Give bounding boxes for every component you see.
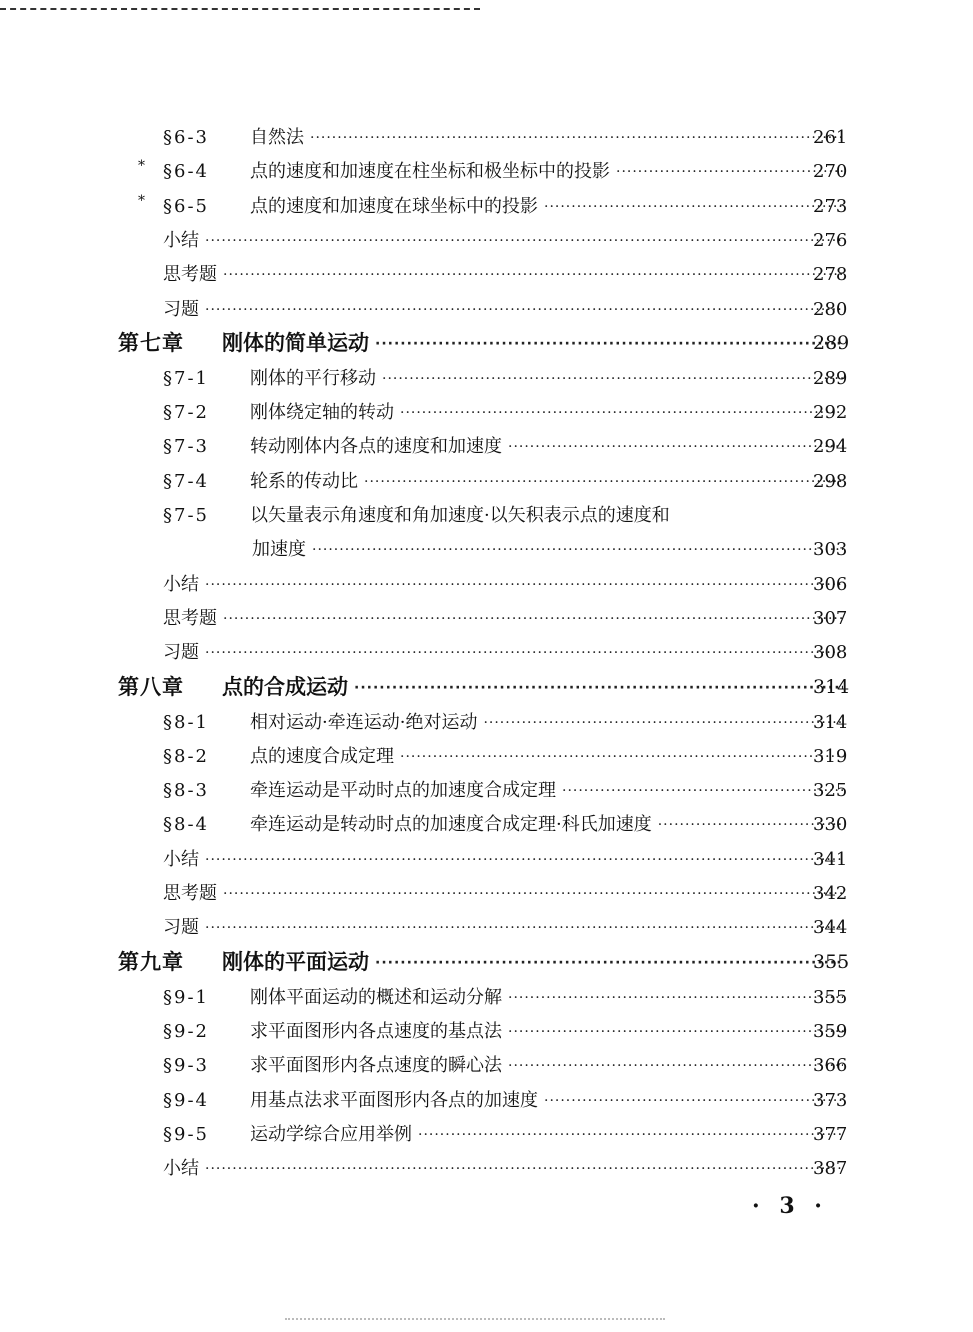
entry-title-area — [250, 816, 849, 834]
leader-dots — [205, 303, 843, 317]
optional-marker: * — [138, 158, 145, 175]
page-ref: 319 — [813, 745, 848, 767]
page-ref: 270 — [813, 161, 848, 183]
toc-chapter-row — [0, 327, 973, 361]
entry-title-area — [250, 1089, 849, 1111]
leader-dots — [544, 200, 843, 214]
toc-entry-row — [0, 190, 973, 224]
entry-title: 转动刚体内各点的速度和加速度 — [250, 436, 502, 458]
page-ref: 377 — [813, 1123, 848, 1145]
entry-title-area — [163, 607, 849, 629]
entry-title: 求平面图形内各点速度的基点法 — [250, 1020, 502, 1042]
leader-dots — [223, 268, 843, 282]
leader-dots — [508, 1059, 843, 1073]
chapter-number: 第九章 — [118, 950, 184, 975]
page-ref: 306 — [813, 573, 848, 595]
section-number: §7-2 — [163, 402, 209, 424]
section-number: §8-3 — [163, 780, 209, 802]
leader-dots — [205, 578, 843, 592]
page-ref: 289 — [813, 367, 848, 389]
entry-title: 以矢量表示角速度和角加速度·以矢积表示点的速度和 — [250, 505, 670, 526]
toc-entry-row — [0, 774, 973, 808]
entry-title-area — [252, 541, 849, 559]
leader-dots — [616, 165, 843, 179]
toc-entry-row — [0, 1015, 973, 1049]
page-ref: 344 — [813, 917, 848, 939]
toc-entry-row — [0, 533, 973, 567]
section-number: §6-5 — [163, 195, 209, 217]
leader-dots — [364, 475, 843, 489]
entry-title: 相对运动·牵连运动·绝对运动 — [250, 711, 478, 733]
section-number: §8-1 — [163, 711, 209, 733]
leader-dots — [354, 681, 843, 695]
leader-dots — [508, 440, 843, 454]
page-ref: 278 — [813, 264, 848, 286]
entry-title: 刚体的平行移动 — [250, 367, 376, 389]
page-ref: 314 — [813, 676, 850, 698]
entry-title: 小结 — [163, 1158, 199, 1180]
entry-title-area — [250, 745, 849, 767]
leader-dots — [418, 1128, 843, 1142]
leader-dots — [205, 921, 843, 935]
entry-title: 小结 — [163, 848, 199, 870]
page-ref: 355 — [813, 986, 848, 1008]
entry-title: 思考题 — [163, 883, 217, 904]
entry-title-area — [163, 298, 849, 320]
toc-entry-row — [0, 155, 973, 189]
entry-title-area — [250, 507, 849, 525]
toc-entry-row — [0, 396, 973, 430]
page-ref: 373 — [813, 1089, 848, 1111]
leader-dots — [375, 337, 843, 351]
toc-entry-row — [0, 843, 973, 877]
entry-title-area — [163, 573, 849, 595]
entry-title: 自然法 — [250, 127, 304, 148]
leader-dots — [544, 1094, 843, 1108]
toc-entry-row — [0, 430, 973, 464]
entry-title: 用基点法求平面图形内各点的加速度 — [250, 1089, 538, 1111]
entry-title-area — [250, 163, 849, 181]
section-number: §9-2 — [163, 1020, 209, 1042]
leader-dots — [310, 131, 843, 145]
page-ref: 330 — [813, 814, 848, 836]
toc-entry-row — [0, 499, 973, 533]
entry-title-area — [163, 1160, 849, 1178]
toc-entry-row — [0, 1118, 973, 1152]
entry-title-area — [250, 782, 849, 800]
leader-dots — [223, 887, 843, 901]
page-ref: 276 — [813, 229, 848, 251]
entry-title: 点的速度和加速度在柱坐标和极坐标中的投影 — [250, 161, 610, 183]
toc-entry-row — [0, 808, 973, 842]
leader-dots — [375, 956, 843, 970]
entry-title-area — [250, 1057, 849, 1075]
toc-entry-row — [0, 293, 973, 327]
leader-dots — [205, 1162, 843, 1176]
toc-entry-row — [0, 877, 973, 911]
entry-title: 习题 — [163, 917, 199, 939]
chapter-number: 第七章 — [118, 331, 184, 356]
leader-dots — [312, 543, 843, 557]
toc-entry-row — [0, 121, 973, 155]
leader-dots — [205, 646, 843, 660]
entry-title: 轮系的传动比 — [250, 470, 358, 492]
leader-dots — [205, 234, 843, 248]
chapter-title: 刚体的平面运动 — [222, 950, 369, 975]
page-ref: 303 — [813, 539, 848, 561]
toc-entry-row — [0, 911, 973, 945]
page-ref: 294 — [813, 436, 848, 458]
toc-entry-row — [0, 362, 973, 396]
section-number: §8-2 — [163, 745, 209, 767]
page-ref: 298 — [813, 470, 848, 492]
section-number: §7-3 — [163, 436, 209, 458]
entry-title: 思考题 — [163, 264, 217, 286]
page-ref: 292 — [813, 402, 848, 424]
leader-dots — [483, 716, 843, 730]
entry-title: 习题 — [163, 642, 199, 664]
entry-title-area — [163, 885, 849, 903]
entry-title-area — [222, 677, 849, 698]
entry-title-area — [250, 367, 849, 389]
section-number: §6-3 — [163, 127, 209, 148]
page-ref: 359 — [813, 1020, 848, 1042]
page-ref: 280 — [813, 298, 848, 320]
bottom-scan-noise — [285, 1318, 665, 1320]
page-ref: 308 — [813, 642, 848, 664]
entry-title-area — [250, 438, 849, 456]
toc-entry-row — [0, 706, 973, 740]
section-number: §6-4 — [163, 161, 209, 183]
leader-dots — [205, 853, 843, 867]
page-number: · 3 · — [752, 1193, 828, 1219]
toc-entry-row — [0, 1049, 973, 1083]
leader-dots — [508, 991, 843, 1005]
toc-entry-row — [0, 258, 973, 292]
entry-title: 刚体绕定轴的转动 — [250, 402, 394, 424]
entry-title: 加速度 — [252, 539, 306, 561]
toc-chapter-row — [0, 946, 973, 980]
entry-title: 点的速度和加速度在球坐标中的投影 — [250, 195, 538, 217]
leader-dots — [400, 406, 843, 420]
top-dashed-rule — [0, 8, 480, 10]
section-number: §7-4 — [163, 470, 209, 492]
page-ref: 289 — [813, 332, 850, 355]
toc-entry-row — [0, 1084, 973, 1118]
section-number: §9-5 — [163, 1123, 209, 1145]
toc-entry-row — [0, 568, 973, 602]
entry-title-area — [163, 644, 849, 662]
entry-title-area — [163, 229, 849, 251]
page-ref: 307 — [813, 607, 848, 629]
entry-title: 点的速度合成定理 — [250, 745, 394, 767]
toc-chapter-row — [0, 671, 973, 705]
chapter-number: 第八章 — [118, 675, 184, 699]
entry-title-area — [250, 470, 849, 492]
entry-title: 小结 — [163, 229, 199, 251]
section-number: §9-1 — [163, 986, 209, 1008]
chapter-title: 点的合成运动 — [222, 675, 348, 699]
entry-title: 刚体平面运动的概述和运动分解 — [250, 986, 502, 1008]
optional-marker: * — [138, 192, 145, 209]
toc-entry-row — [0, 636, 973, 670]
section-number: §9-3 — [163, 1055, 209, 1077]
entry-title-area — [250, 129, 849, 147]
entry-title-area — [250, 1123, 849, 1145]
leader-dots — [400, 750, 843, 764]
entry-title-area — [222, 952, 849, 973]
section-number: §7-1 — [163, 367, 209, 389]
leader-dots — [382, 372, 843, 386]
page-ref: 325 — [813, 780, 848, 802]
leader-dots — [508, 1025, 843, 1039]
entry-title-area — [250, 1020, 849, 1042]
entry-title: 小结 — [163, 573, 199, 595]
entry-title: 牵连运动是平动时点的加速度合成定理 — [250, 780, 556, 802]
section-number: §8-4 — [163, 814, 209, 836]
leader-dots — [562, 784, 843, 798]
entry-title: 运动学综合应用举例 — [250, 1123, 412, 1145]
section-number: §7-5 — [163, 505, 209, 526]
toc-entry-row — [0, 465, 973, 499]
section-number: §9-4 — [163, 1089, 209, 1111]
page-ref: 261 — [813, 127, 848, 148]
entry-title-area — [163, 848, 849, 870]
toc-entry-row — [0, 981, 973, 1015]
entry-title-area — [250, 986, 849, 1008]
entry-title-area — [163, 919, 849, 937]
page-ref: 355 — [813, 951, 850, 974]
page-ref: 387 — [813, 1158, 848, 1180]
leader-dots — [223, 612, 843, 626]
entry-title-area — [163, 266, 849, 284]
entry-title: 习题 — [163, 298, 199, 320]
page-ref: 273 — [813, 195, 848, 217]
entry-title-area — [250, 711, 849, 733]
page-ref: 366 — [813, 1055, 848, 1077]
entry-title: 求平面图形内各点速度的瞬心法 — [250, 1055, 502, 1077]
page-ref: 342 — [813, 883, 848, 904]
page-ref: 341 — [813, 848, 848, 870]
entry-title-area — [250, 404, 849, 422]
page-ref: 314 — [813, 711, 848, 733]
entry-title-area — [250, 195, 849, 217]
toc-entry-row — [0, 602, 973, 636]
toc-entry-row — [0, 740, 973, 774]
chapter-title: 刚体的简单运动 — [222, 331, 369, 356]
toc-entry-row — [0, 1152, 973, 1186]
entry-title: 牵连运动是转动时点的加速度合成定理·科氏加速度 — [250, 814, 652, 836]
entry-title: 思考题 — [163, 607, 217, 629]
toc-entry-row — [0, 224, 973, 258]
entry-title-area — [222, 333, 849, 354]
